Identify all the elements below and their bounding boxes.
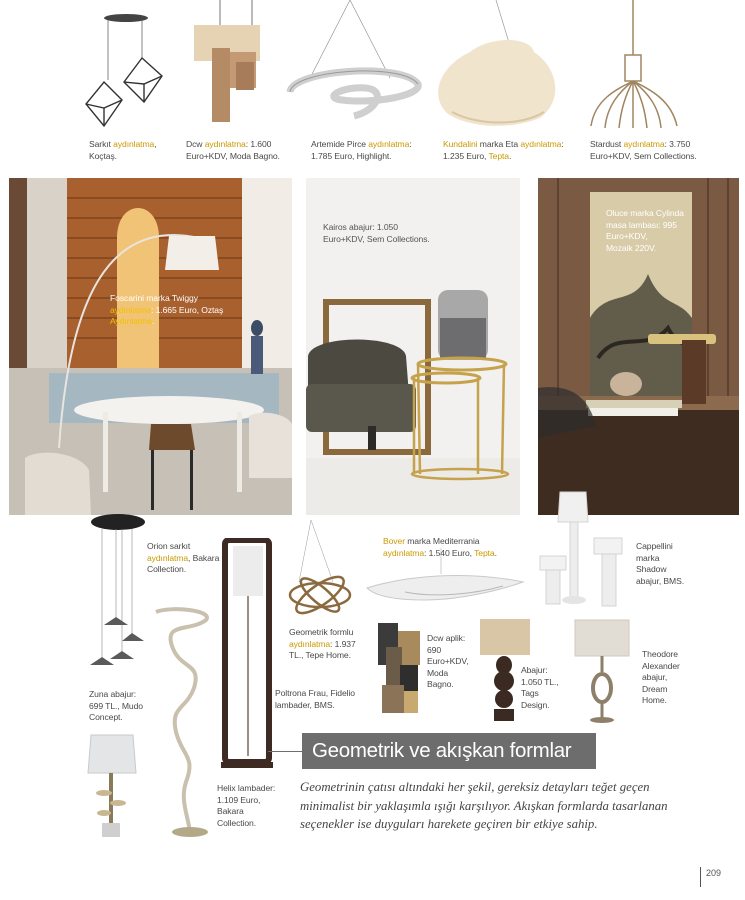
- poltrona-frau-lamp-image: [221, 538, 273, 770]
- caption-cappellini: Cappellini marka Shadow abajur, BMS.: [636, 541, 684, 586]
- title-connector-line: [268, 751, 302, 752]
- geometrik-rings-image: [285, 520, 355, 620]
- caption-oluce: Oluce marka Cylinda masa lambası: 995 Euro+KDV, Mozaik 220V.: [606, 208, 684, 253]
- caption-theodore: Theodore Alexander abajur, Dream Home.: [642, 649, 680, 706]
- orion-pendant-image: [88, 513, 158, 678]
- caption-artemide: Artemide Pirce aydınlatma: 1.785 Euro, Highlight.: [311, 139, 412, 161]
- page-number: 209: [700, 867, 721, 887]
- caption-stardust: Stardust aydınlatma: 3.750 Euro+KDV, Sem Collections.: [590, 139, 697, 161]
- cappellini-shadow-image: [536, 490, 626, 610]
- dcw-aplik-image: [376, 621, 424, 717]
- caption-dcw-aplik: Dcw aplik: 690 Euro+KDV, Moda Bagno.: [427, 633, 469, 690]
- dcw-pendant-image: [190, 0, 265, 125]
- photo-kairos: [306, 178, 520, 515]
- theodore-alexander-image: [573, 618, 631, 724]
- stardust-chandelier-image: [585, 0, 685, 135]
- caption-helix: Helix lambader: 1.109 Euro, Bakara Collection.: [217, 783, 276, 828]
- helix-lamp-image: [150, 606, 220, 838]
- caption-dcw: Dcw aydınlatma: 1.600 Euro+KDV, Moda Bagno.: [186, 139, 280, 161]
- article-title: Geometrik ve akışkan formlar: [302, 733, 596, 769]
- caption-geometrik: Geometrik formlu aydınlatma: 1.937 TL., Tepe Home.: [289, 627, 356, 661]
- caption-zuna: Zuna abajur: 699 TL., Mudo Concept.: [89, 689, 143, 723]
- photo-oluce-cylinda: [538, 178, 739, 515]
- caption-foscarini: Foscarini marka Twiggy aydınlatma: 1.665 Euro, Oztaş Aydınlatma.: [110, 293, 224, 327]
- caption-bover: Bover marka Mediterrania aydınlatma: 1.540 Euro, Tepta.: [383, 536, 497, 558]
- caption-abajur: Abajur: 1.050 TL., Tags Design.: [521, 665, 559, 710]
- kundalini-eta-image: [430, 0, 565, 130]
- caption-orion: Orion sarkıt aydınlatma, Bakara Collection.: [147, 541, 220, 575]
- sarkit-pendant-image: [78, 0, 168, 135]
- caption-kairos: Kairos abajur: 1.050 Euro+KDV, Sem Collections.: [323, 222, 430, 244]
- photo-foscarini-twiggy: [9, 178, 292, 515]
- zuna-lamp-image: [86, 733, 138, 839]
- caption-kundalini: Kundalini marka Eta aydınlatma: 1.235 Euro, Tepta.: [443, 139, 564, 161]
- caption-sarkit: Sarkıt aydınlatma, Koçtaş.: [89, 139, 157, 161]
- artemide-pirce-image: [282, 0, 422, 130]
- article-intro: Geometrinin çatısı altındaki her şekil, gereksiz detayları teğet geçen minimalist bir yaklaşımla ışığı karşılıyor. Akışkan formlarda tasarlanan seçenekler ise duyguları harekete geçiren bir etkiye sahip.: [300, 780, 668, 832]
- caption-poltrona: Poltrona Frau, Fidelio lambader, BMS.: [275, 688, 355, 710]
